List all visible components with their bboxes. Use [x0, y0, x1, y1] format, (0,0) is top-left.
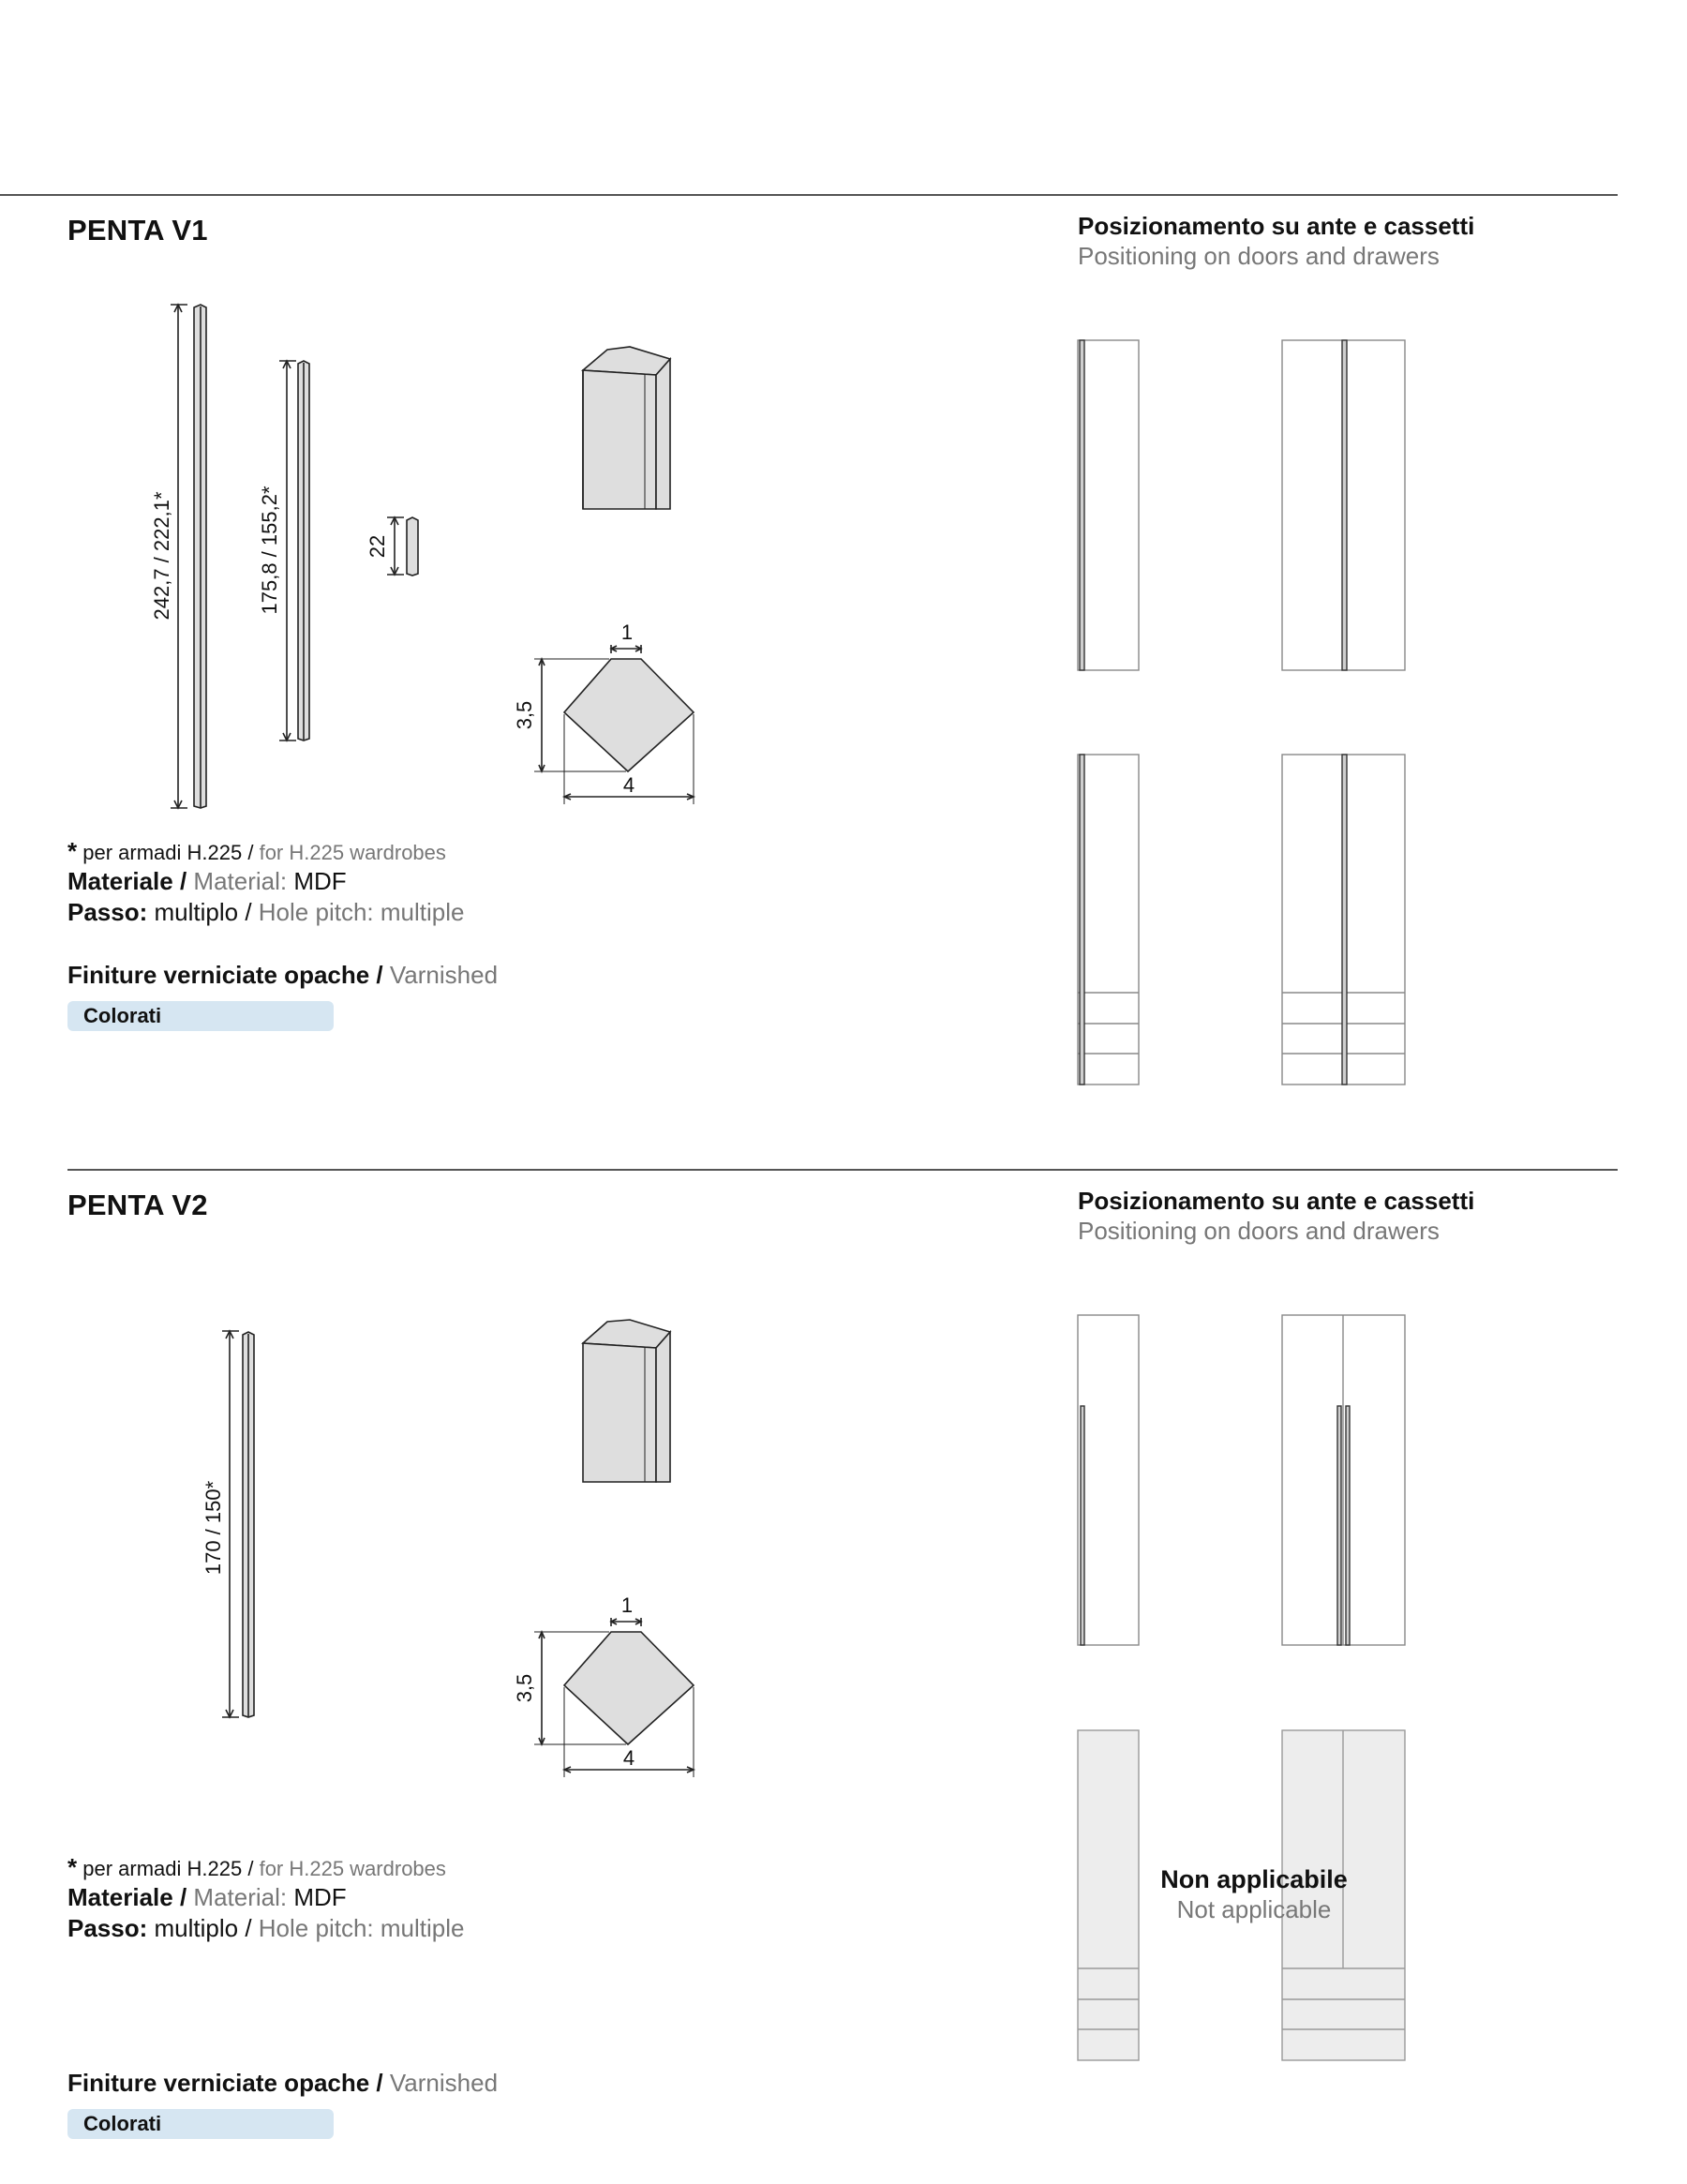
- dim-width-bottom-label: 4: [622, 773, 635, 797]
- material-label: Materiale /: [67, 867, 187, 895]
- finish-en: Varnished: [389, 961, 499, 989]
- note-en: for H.225 wardrobes: [259, 1857, 446, 1880]
- dim-long-label: 242,7 / 222,1*: [150, 491, 173, 621]
- pitch-en: Hole pitch: multiple: [258, 898, 465, 926]
- position-v2-single-door: [1078, 1315, 1139, 1645]
- section2-material: [67, 1883, 347, 1912]
- dim-short-label: 22: [366, 534, 389, 559]
- material-en: Material:: [193, 1883, 288, 1911]
- dim-v2-height-side-label: 3,5: [513, 1673, 536, 1703]
- material-en: Material:: [193, 867, 288, 895]
- handle-v2-drawing: [222, 1331, 254, 1717]
- section2-note: [67, 1853, 446, 1882]
- finish-chip-colorati: Colorati: [67, 2109, 334, 2139]
- section2-positioning-it: Posizionamento su ante e cassetti: [1078, 1187, 1475, 1215]
- pitch-label: Passo:: [67, 898, 148, 926]
- pitch-en: Hole pitch: multiple: [258, 1914, 465, 1942]
- note-en: for H.225 wardrobes: [259, 841, 446, 864]
- section2-title: PENTA V2: [67, 1189, 208, 1221]
- pitch-label: Passo:: [67, 1914, 148, 1942]
- material-label: Materiale /: [67, 1883, 187, 1911]
- material-value: MDF: [293, 867, 347, 895]
- position-v2-double-door: [1282, 1315, 1405, 1645]
- material-value: MDF: [293, 1883, 347, 1911]
- note-star: *: [67, 1853, 78, 1881]
- dim-height-side-label: 3,5: [513, 700, 536, 730]
- finish-en: Varnished: [389, 2069, 499, 2097]
- note-star: *: [67, 837, 78, 865]
- profile-v2-cross-section: [534, 1618, 694, 1777]
- section1-positioning-it: Posizionamento su ante e cassetti: [1078, 212, 1475, 240]
- dim-v2-width-bottom-label: 4: [622, 1746, 635, 1770]
- section2-finish: [67, 2069, 498, 2098]
- finish-chip-colorati: Colorati: [67, 1001, 334, 1031]
- section2-positioning-en: Positioning on doors and drawers: [1078, 1217, 1440, 1245]
- not-applicable-en: Not applicable: [1176, 1895, 1332, 1923]
- finish-it: Finiture verniciate opache /: [67, 961, 383, 989]
- section1-title: PENTA V1: [67, 214, 208, 247]
- pitch-it: multiplo /: [154, 898, 252, 926]
- dim-width-top-label: 1: [620, 621, 634, 644]
- section1-positioning-en: Positioning on doors and drawers: [1078, 242, 1440, 270]
- section2-pitch: [67, 1914, 464, 1943]
- profile-v2-3d-detail: [583, 1320, 670, 1482]
- dim-v2-long-label: 170 / 150*: [202, 1480, 225, 1576]
- dim-v2-width-top-label: 1: [620, 1593, 634, 1617]
- note-it: per armadi H.225 /: [82, 1857, 254, 1880]
- pitch-it: multiplo /: [154, 1914, 252, 1942]
- not-applicable-it: Non applicabile: [1160, 1865, 1348, 1893]
- note-it: per armadi H.225 /: [82, 841, 254, 864]
- finish-it: Finiture verniciate opache /: [67, 2069, 383, 2097]
- dim-mid-label: 175,8 / 155,2*: [258, 486, 281, 615]
